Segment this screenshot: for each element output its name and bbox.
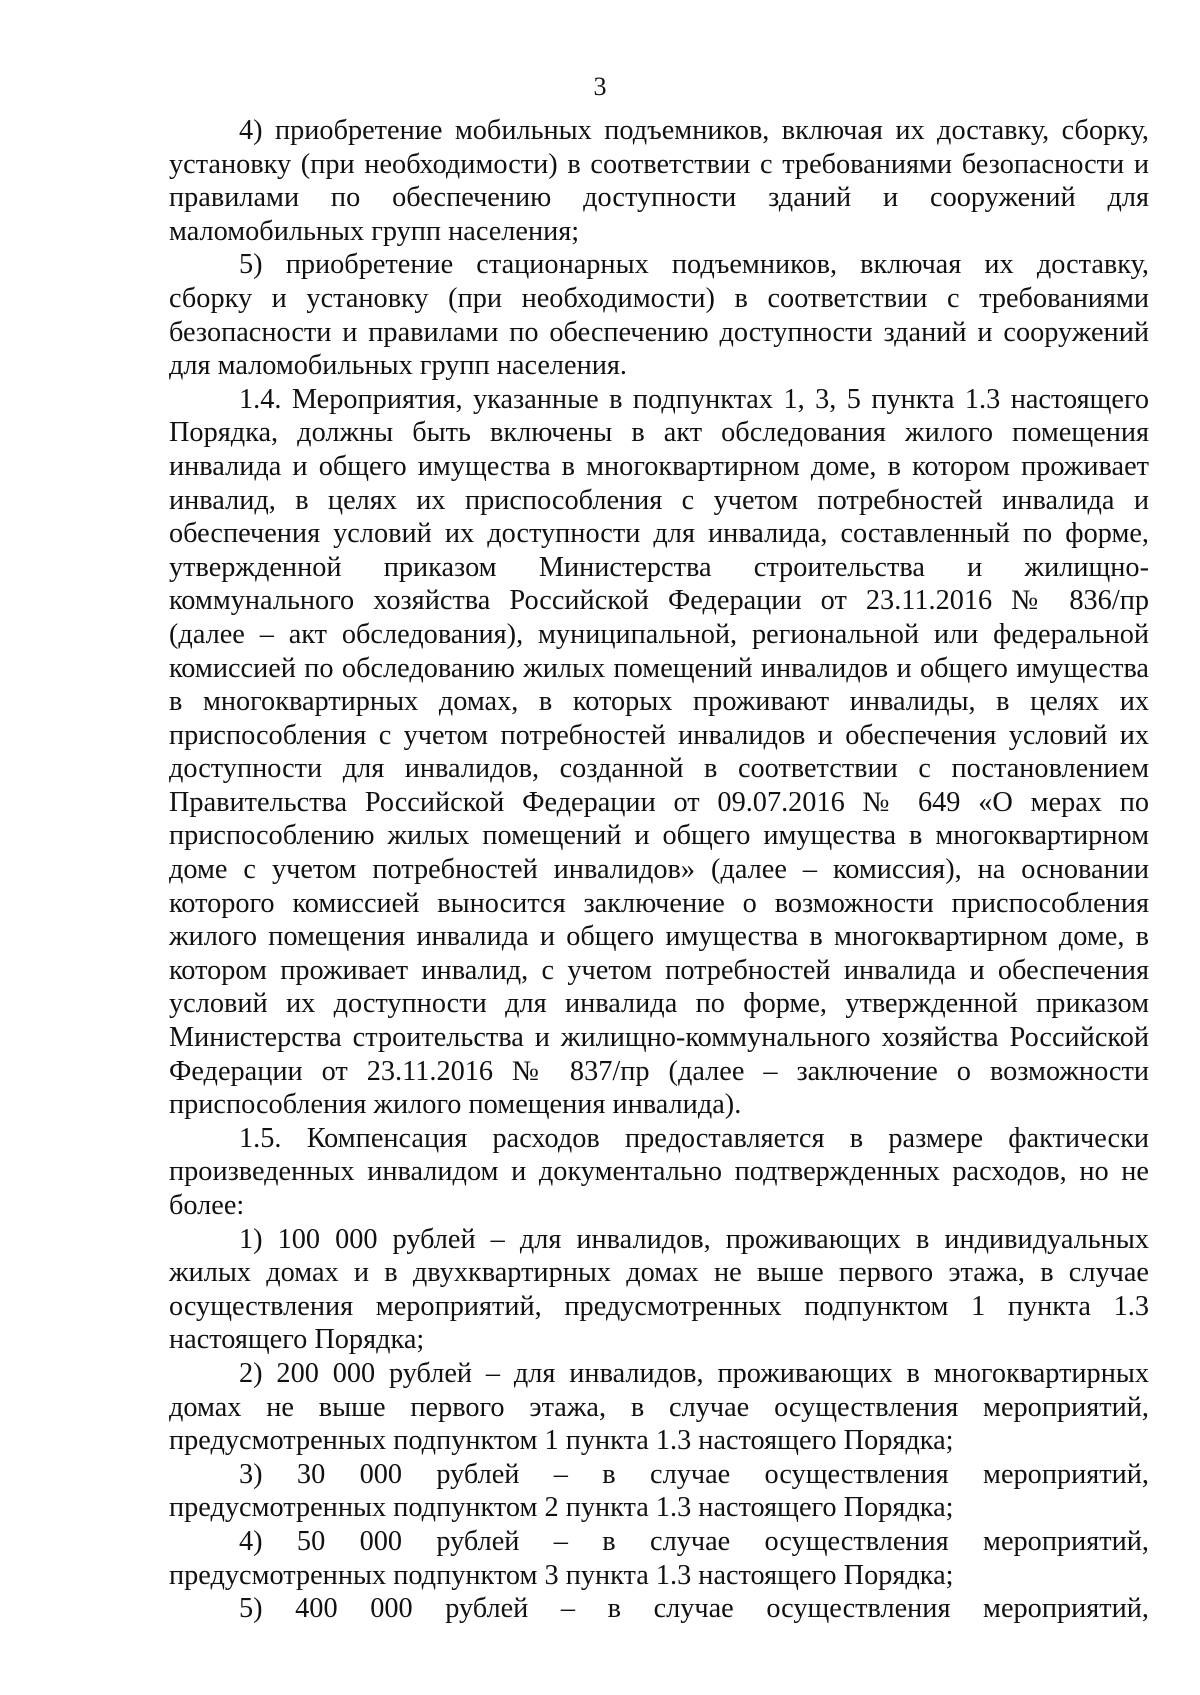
- text-line: условий их доступности для инвалида по форме, утвержденной приказом: [169, 988, 1149, 1020]
- text-line: жилых домах и в двухквартирных домах не выше первого этажа, в случае: [169, 1257, 1149, 1289]
- text-line: домах не выше первого этажа, в случае осуществления мероприятий,: [169, 1391, 1149, 1423]
- text-line: инвалид, в целях их приспособления с учетом потребностей инвалида и: [169, 484, 1149, 516]
- text-line: приспособления жилого помещения инвалида).: [169, 1089, 742, 1121]
- text-line: комиссией по обследованию жилых помещений инвалидов и общего имущества: [169, 652, 1149, 684]
- text-line: 2) 200 000 рублей – для инвалидов, проживающих в многоквартирных: [239, 1357, 1149, 1389]
- text-line: инвалида и общего имущества в многоквартирном доме, в котором проживает: [169, 450, 1149, 482]
- text-line: приспособлению жилых помещений и общего имущества в многоквартирном: [169, 820, 1149, 852]
- text-line: в многоквартирных домах, в которых проживают инвалиды, в целях их: [169, 686, 1149, 718]
- text-line: 4) 50 000 рублей – в случае осуществления мероприятий,: [239, 1525, 1149, 1557]
- text-line: маломобильных групп населения;: [169, 215, 580, 247]
- text-line: осуществления мероприятий, предусмотренных подпунктом 1 пункта 1.3: [169, 1290, 1149, 1322]
- text-line: которого комиссией выносится заключение о возможности приспособления: [169, 887, 1149, 919]
- text-line: доме с учетом потребностей инвалидов» (далее – комиссия), на основании: [169, 854, 1149, 886]
- text-line: для маломобильных групп населения.: [169, 350, 627, 382]
- text-line: произведенных инвалидом и документально подтвержденных расходов, но не: [169, 1156, 1149, 1188]
- text-line: (далее – акт обследования), муниципальной, региональной или федеральной: [169, 618, 1149, 650]
- text-line: доступности для инвалидов, созданной в соответствии с постановлением: [169, 753, 1149, 785]
- text-line: котором проживает инвалид, с учетом потребностей инвалида и обеспечения: [169, 954, 1149, 986]
- text-line: обеспечения условий их доступности для инвалида, составленный по форме,: [169, 518, 1149, 550]
- text-line: сборку и установку (при необходимости) в соответствии с требованиями: [169, 282, 1149, 314]
- text-line: 3) 30 000 рублей – в случае осуществления мероприятий,: [239, 1458, 1149, 1490]
- text-line: Правительства Российской Федерации от 09.07.2016 № 649 «О мерах по: [169, 786, 1149, 818]
- text-line: правилами по обеспечению доступности зданий и сооружений для: [169, 182, 1149, 214]
- text-line: коммунального хозяйства Российской Федерации от 23.11.2016 № 836/пр: [169, 585, 1149, 617]
- text-line: Федерации от 23.11.2016 № 837/пр (далее – заключение о возможности: [169, 1055, 1149, 1087]
- text-line: настоящего Порядка;: [169, 1324, 425, 1356]
- document-body: [169, 114, 1149, 1626]
- text-line: установку (при необходимости) в соответствии с требованиями безопасности и: [169, 148, 1149, 180]
- text-line: 4) приобретение мобильных подъемников, включая их доставку, сборку,: [239, 115, 1149, 146]
- page-number: 3: [593, 72, 607, 101]
- text-line: предусмотренных подпунктом 1 пункта 1.3 настоящего Порядка;: [169, 1425, 954, 1457]
- text-line: Порядка, должны быть включены в акт обследования жилого помещения: [169, 417, 1149, 449]
- text-line: более:: [169, 1190, 245, 1221]
- text-line: Министерства строительства и жилищно-коммунального хозяйства Российской: [169, 1022, 1149, 1054]
- text-line: жилого помещения инвалида и общего имущества в многоквартирном доме, в: [169, 921, 1149, 953]
- text-line: 5) приобретение стационарных подъемников, включая их доставку,: [239, 249, 1149, 281]
- text-line: 1) 100 000 рублей – для инвалидов, проживающих в индивидуальных: [239, 1223, 1149, 1255]
- text-line: утвержденной приказом Министерства строительства и жилищно-: [169, 551, 1149, 583]
- text-line: предусмотренных подпунктом 2 пункта 1.3 настоящего Порядка;: [169, 1492, 954, 1524]
- text-line: 5) 400 000 рублей – в случае осуществления мероприятий,: [239, 1593, 1149, 1625]
- text-line: предусмотренных подпунктом 3 пункта 1.3 настоящего Порядка;: [169, 1559, 954, 1591]
- text-line: 1.5. Компенсация расходов предоставляется в размере фактически: [239, 1122, 1149, 1154]
- text-line: 1.4. Мероприятия, указанные в подпунктах 1, 3, 5 пункта 1.3 настоящего: [239, 383, 1149, 415]
- text-line: безопасности и правилами по обеспечению доступности зданий и сооружений: [169, 316, 1149, 348]
- text-line: приспособления с учетом потребностей инвалидов и обеспечения условий их: [169, 719, 1149, 751]
